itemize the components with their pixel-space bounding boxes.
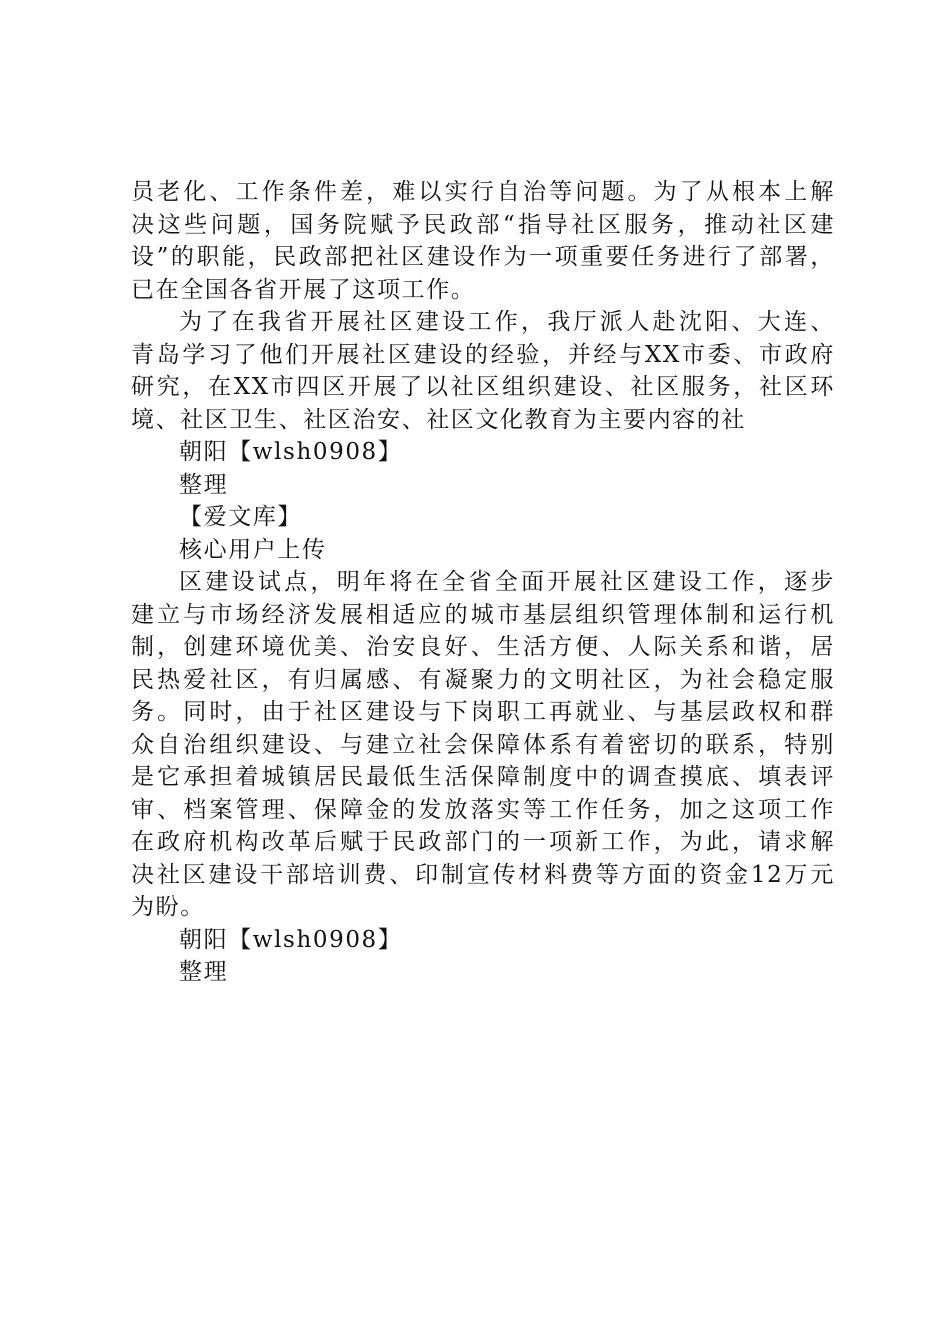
document-body <box>131 176 835 989</box>
text-line: 审、档案管理、保障金的发放落实等工作任务，加之这项工作 <box>131 796 835 823</box>
watermark-block-2 <box>131 924 835 989</box>
text-line: 境、社区卫生、社区治安、社区文化教育为主要内容的社 <box>131 406 746 433</box>
text-line: 已在全国各省开展了这项工作。 <box>131 276 476 303</box>
text-line: 区建设试点，明年将在全省全面开展社区建设工作，逐步 <box>179 569 835 595</box>
paragraph-3 <box>131 566 835 924</box>
text-line: 民热爱社区，有归属感、有凝聚力的文明社区，为社会稳定服 <box>131 666 835 693</box>
text-line: 为了在我省开展社区建设工作，我厅派人赴沈阳、大连、 <box>179 309 835 335</box>
text-line: 青岛学习了他们开展社区建设的经验，并经与XX市委、市政府 <box>131 341 835 368</box>
text-line: 为盼。 <box>131 894 205 920</box>
watermark-author: 朝阳【wlsh0908】 <box>179 439 403 465</box>
text-line: 务。同时，由于社区建设与下岗职工再就业、与基层政权和群 <box>131 699 835 725</box>
watermark-note: 核心用户上传 <box>179 536 327 563</box>
paragraph-1 <box>131 176 835 306</box>
watermark-label: 整理 <box>179 471 229 498</box>
text-line: 研究，在XX市四区开展了以社区组织建设、社区服务，社区环 <box>131 374 835 400</box>
text-line: 制，创建环境优美、治安良好、生活方便、人际关系和谐，居 <box>131 634 835 660</box>
paragraph-2 <box>131 306 835 436</box>
text-line: 决社区建设干部培训费、印制宣传材料费等方面的资金12万元 <box>131 861 835 888</box>
text-line: 众自治组织建设、与建立社会保障体系有着密切的联系，特别 <box>131 731 835 758</box>
text-line: 员老化、工作条件差，难以实行自治等问题。为了从根本上解 <box>131 179 835 205</box>
watermark-author: 朝阳【wlsh0908】 <box>179 926 403 953</box>
text-line: 设”的职能，民政部把社区建设作为一项重要任务进行了部署， <box>131 244 835 270</box>
text-line: 在政府机构改革后赋于民政部门的一项新工作，为此，请求解 <box>131 829 835 855</box>
text-line: 建立与市场经济发展相适应的城市基层组织管理体制和运行机 <box>131 601 835 628</box>
watermark-label: 整理 <box>179 959 229 985</box>
text-line: 是它承担着城镇居民最低生活保障制度中的调查摸底、填表评 <box>131 764 835 790</box>
watermark-source: 【爱文库】 <box>179 504 302 530</box>
text-line: 决这些问题，国务院赋予民政部“指导社区服务，推动社区建 <box>131 211 835 238</box>
watermark-block-1 <box>131 436 835 566</box>
